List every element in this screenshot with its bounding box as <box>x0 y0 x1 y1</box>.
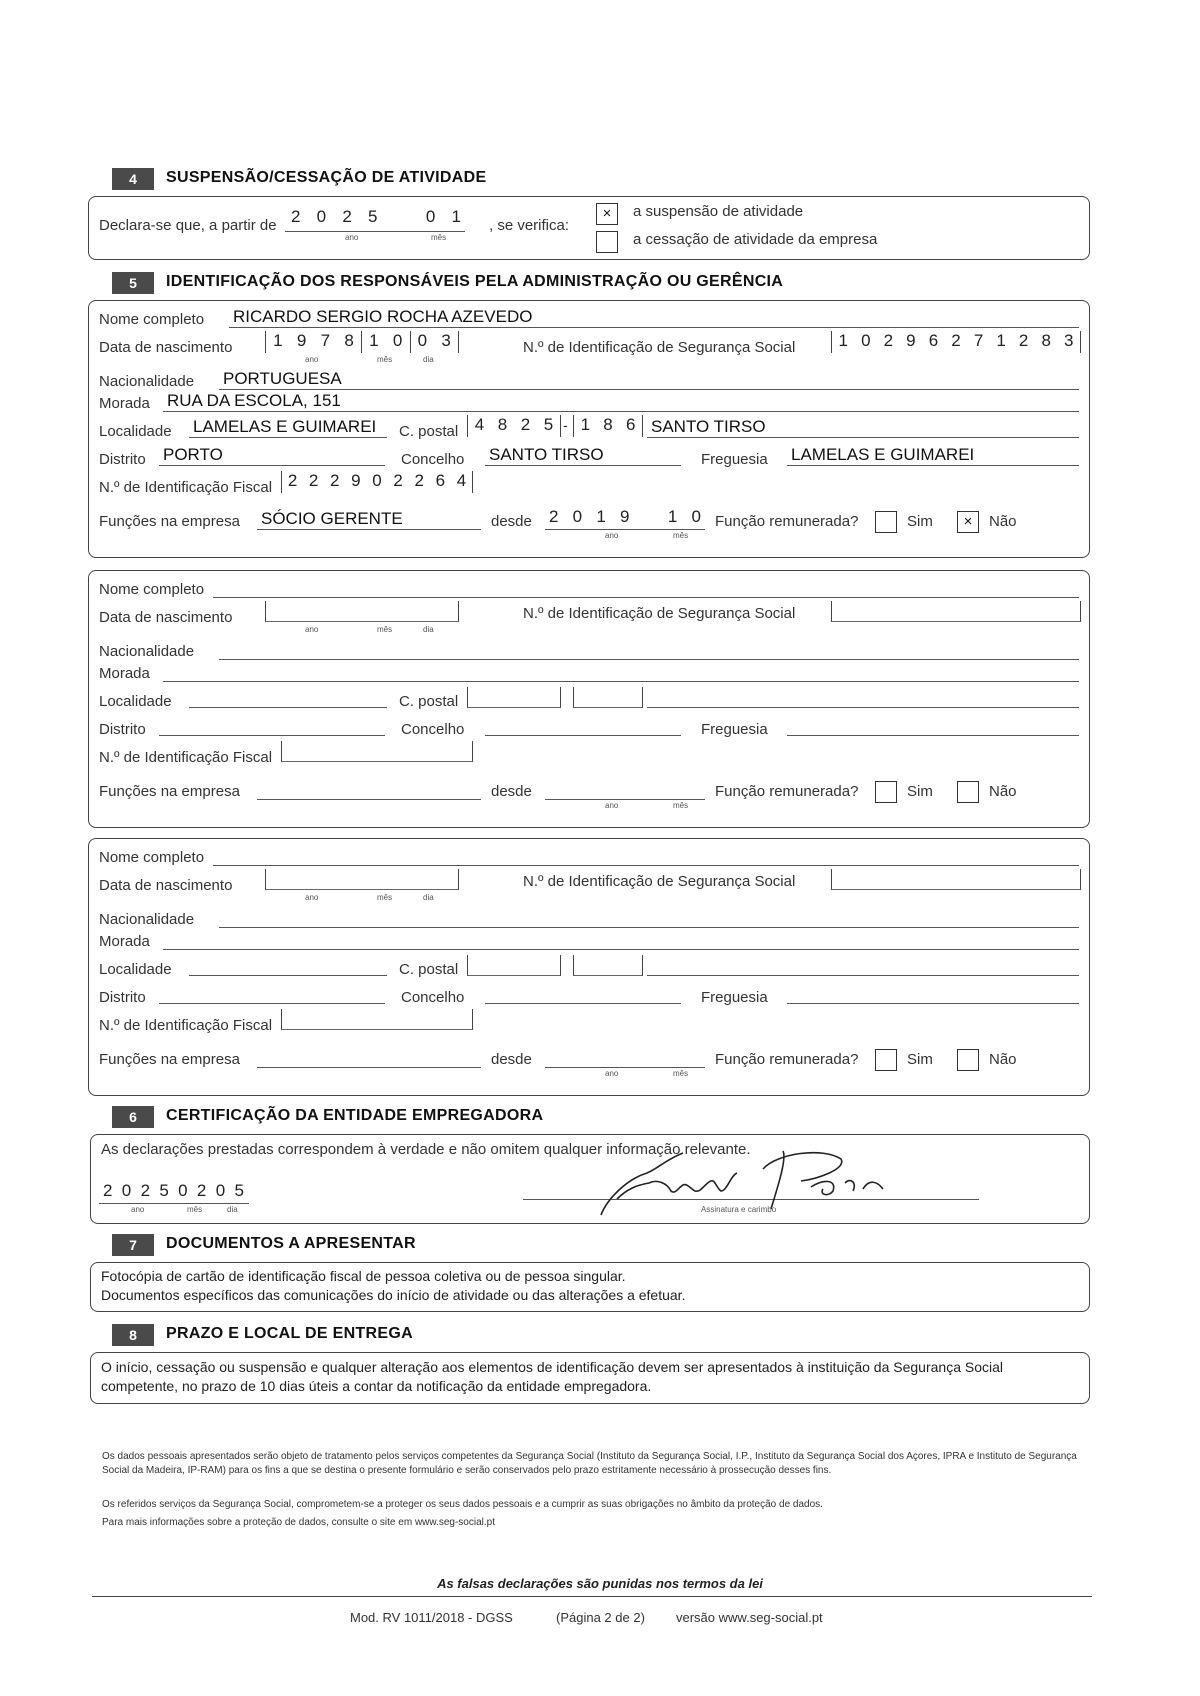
section-6-header <box>112 1106 1092 1128</box>
section-7-box <box>90 1262 1090 1312</box>
cp2-field-empty[interactable] <box>573 687 643 708</box>
section-8-header <box>112 1324 1092 1346</box>
certificacao-date-field[interactable]: 2 0 2 5 0 2 0 5 <box>103 1181 245 1200</box>
privacy-paragraph-1: Os dados pessoais apresentados serão objeto de tratamento pelos serviços competentes da Segurança Social (Instituto da Segurança Social, I.P., Instituto da Segurança Social dos Açores, IPRA e Instituto de Segurança Social da Madeira, IP-RAM) para os fins a que se destina o presente formulário e serão conservados pelo prazo estritamente necessário à prossecução desses fins. <box>102 1451 1077 1476</box>
cp2-field-empty[interactable] <box>573 955 643 976</box>
cp-localidade-field[interactable]: SANTO TIRSO <box>651 417 766 436</box>
form-model: Mod. RV 1011/2018 - DGSS <box>350 1610 513 1625</box>
declara-label: Declara-se que, a partir de <box>99 217 277 234</box>
cp1-field-empty[interactable] <box>467 955 561 976</box>
assinatura-label: Assinatura e carimbo <box>701 1205 777 1214</box>
section-6-box: As declarações prestadas correspondem à verdade e não omitem qualquer informação relevante. 2 0 2 5 0 2 0 5 ano mês dia Assinatura e carimbo <box>90 1134 1090 1224</box>
cp1-field[interactable]: 4 8 2 5 <box>467 415 561 437</box>
distrito-field[interactable]: PORTO <box>163 445 223 464</box>
section-title: SUSPENSÃO/CESSAÇÃO DE ATIVIDADE <box>166 169 487 186</box>
niss-field-empty[interactable] <box>831 869 1081 890</box>
remunerada-nao-checkbox[interactable]: × <box>957 511 979 533</box>
section-4-header <box>112 168 1092 190</box>
signature-image <box>587 1139 987 1219</box>
section-title: CERTIFICAÇÃO DA ENTIDADE EMPREGADORA <box>166 1107 544 1124</box>
nif-field-empty[interactable] <box>281 741 473 762</box>
section-7-header <box>112 1234 1092 1256</box>
page-number: (Página 2 de 2) <box>556 1610 645 1625</box>
cessacao-checkbox[interactable] <box>596 231 618 253</box>
version-link[interactable]: versão www.seg-social.pt <box>676 1610 823 1625</box>
nasc-field-empty[interactable] <box>265 869 459 890</box>
concelho-field[interactable]: SANTO TIRSO <box>489 445 604 464</box>
niss-field-empty[interactable] <box>831 601 1081 622</box>
activity-date-field[interactable]: 2 0 2 5 0 1 <box>291 207 461 226</box>
section-title: PRAZO E LOCAL DE ENTREGA <box>166 1325 413 1342</box>
section-number: 6 <box>112 1106 154 1128</box>
nacionalidade-field[interactable]: PORTUGUESA <box>223 369 342 388</box>
section-number: 8 <box>112 1324 154 1346</box>
responsible-2-box: Nome completo Data de nascimento ano mês dia N.º de Identificação de Segurança Social Nacionalidade Morada Localidade C. postal Distrito Concelho Freguesia N.º de Identificação Fiscal Funções na empresa desde ano mês Função remunerada? Sim Não <box>88 570 1090 828</box>
remunerada-sim-checkbox[interactable] <box>875 511 897 533</box>
remunerada-sim-checkbox[interactable] <box>875 781 897 803</box>
niss-field[interactable]: 1 0 2 9 6 2 7 1 2 8 3 <box>831 331 1081 353</box>
suspensao-checkbox[interactable]: × <box>596 203 618 225</box>
false-declarations-warning: As falsas declarações são punidas nos termos da lei <box>437 1576 763 1591</box>
section-title: DOCUMENTOS A APRESENTAR <box>166 1235 416 1252</box>
section-number: 7 <box>112 1234 154 1256</box>
section-number: 5 <box>112 272 154 294</box>
remunerada-nao-checkbox[interactable] <box>957 781 979 803</box>
remunerada-nao-checkbox[interactable] <box>957 1049 979 1071</box>
cp2-field[interactable]: 1 8 6 <box>573 415 643 437</box>
verifica-label: , se verifica: <box>489 217 570 234</box>
funcoes-field[interactable]: SÓCIO GERENTE <box>261 509 403 528</box>
morada-field[interactable]: RUA DA ESCOLA, 151 <box>167 391 341 410</box>
cessacao-label: a cessação de atividade da empresa <box>633 231 878 248</box>
responsible-1-box: Nome completo RICARDO SERGIO ROCHA AZEVEDO Data de nascimento 1 9 7 8 1 0 0 3 ano mês dia N.º de Identificação de Segurança Social 1 0 2 9 6 2 7 1 2 8 3 Nacionalidade PORTUGUESA Morada RUA DA ESCOLA, 151 Localidade LAMELAS E GUIMAREI C. postal 4 8 2 5 - 1 8 6 SANTO TIRSO Distrito PORTO Concelho SANTO TIRSO Freguesia LAMELAS E GUIMAREI N.º de Identificação Fiscal 2 2 2 9 0 2 2 6 4 Funções na empresa SÓCIO GERENTE desde 2 0 1 9 1 0 ano mês Função remunerada? Sim × Não <box>88 300 1090 558</box>
suspensao-label: a suspensão de atividade <box>633 203 804 220</box>
section-8-box <box>90 1352 1090 1404</box>
responsible-3-box: Nome completo Data de nascimento ano mês dia N.º de Identificação de Segurança Social Nacionalidade Morada Localidade C. postal Distrito Concelho Freguesia N.º de Identificação Fiscal Funções na empresa desde ano mês Função remunerada? Sim Não <box>88 838 1090 1096</box>
documentos-line-1: Fotocópia de cartão de identificação fiscal de pessoa coletiva ou de pessoa singular. <box>101 1268 626 1284</box>
privacy-paragraph-2: Os referidos serviços da Segurança Social, comprometem-se a proteger os seus dados pessoais e a cumprir as suas obrigações no âmbito da proteção de dados. <box>102 1499 823 1510</box>
desde-field[interactable]: 2 0 1 9 1 0 <box>549 507 701 526</box>
freguesia-field[interactable]: LAMELAS E GUIMAREI <box>791 445 975 464</box>
nome-field[interactable]: RICARDO SERGIO ROCHA AZEVEDO <box>233 307 533 326</box>
section-4-box: Declara-se que, a partir de 2 0 2 5 0 1 ano mês , se verifica: × a suspensão de atividade a cessação de atividade da empresa <box>88 196 1090 260</box>
nif-field-empty[interactable] <box>281 1009 473 1030</box>
section-number: 4 <box>112 168 154 190</box>
localidade-field[interactable]: LAMELAS E GUIMAREI <box>193 417 377 436</box>
cp1-field-empty[interactable] <box>467 687 561 708</box>
section-5-header <box>112 272 1092 294</box>
prazo-text: O início, cessação ou suspensão e qualquer alteração aos elementos de identificação devem ser apresentados à instituição da Segurança Social competente, no prazo de 10 dias úteis a contar da notificação da entidade empregadora. <box>101 1359 1004 1394</box>
nif-field[interactable]: 2 2 2 9 0 2 2 6 4 <box>281 471 473 493</box>
documentos-line-2: Documentos específicos das comunicações do início de atividade ou das alterações a efetuar. <box>101 1287 686 1303</box>
privacy-paragraph-3: Para mais informações sobre a proteção de dados, consulte o site em www.seg-social.pt <box>102 1517 495 1528</box>
nasc-field[interactable]: 1 9 7 8 1 0 0 3 <box>265 331 459 353</box>
certificacao-text: As declarações prestadas correspondem à verdade e não omitem qualquer informação relevante. <box>101 1141 751 1158</box>
section-title: IDENTIFICAÇÃO DOS RESPONSÁVEIS PELA ADMINISTRAÇÃO OU GERÊNCIA <box>166 273 784 290</box>
remunerada-sim-checkbox[interactable] <box>875 1049 897 1071</box>
nasc-field-empty[interactable] <box>265 601 459 622</box>
